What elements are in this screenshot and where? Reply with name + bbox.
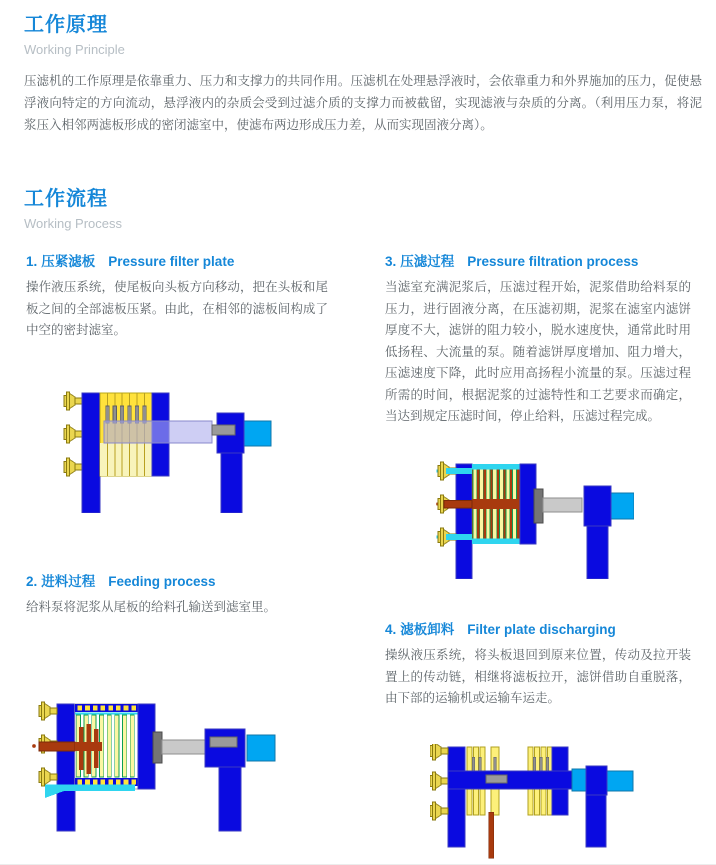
slurry-feed-pipe [39,742,75,751]
step-1-title-en: Pressure filter plate [108,254,235,269]
support-leg [221,453,242,513]
filter-plate-stack-full [472,464,520,544]
slurry-filling-chambers [75,724,102,774]
slurry-drop [32,744,36,748]
plate-shifter [486,775,507,783]
filtrate-pipe-top [446,468,472,474]
step-2-title-en: Feeding process [108,574,216,589]
piston-ram [104,421,212,443]
step-1-body: 操作液压系统，使尾板向头板方向移动，把在头板和尾板之间的全部滤板压紧。由此，在相邻的滤板间构成了中空的密封滤室。 [26,280,328,337]
hydraulic-cylinder [607,771,633,791]
step-4-heading [385,618,691,638]
feed-channel [472,499,520,509]
filtration-illustration [434,461,634,579]
working-process-title: 工作流程 [24,188,108,210]
feed-valve [430,744,448,760]
working-principle-body: 压滤机的工作原理是依靠重力、压力和支撑力的共同作用。压滤机在处理悬浮液时，会依靠重力和外界施加的压力，促使悬浮液向特定的方向流动，悬浮液内的杂质会受到过滤介质的支撑力而被截留，实现滤液与杂质的分离。（利用压力泵，将泥浆压入相邻两滤板形成的密闭滤室中，使滤布两边形成压力差，从而实现固液分离）。 [24,74,702,132]
step-2-title-zh: 进料过程 [41,574,96,589]
hydraulic-cylinder [610,493,634,519]
head-plate-column [57,704,75,831]
diagram-step1-plates-pressed [62,391,290,513]
head-plate-column [82,393,100,513]
slurry-feed-pipe [444,501,472,509]
step-3-title-en: Pressure filtration process [467,254,639,269]
step-3-heading [385,250,691,270]
working-principle-subtitle: Working Principle [24,42,125,57]
feed-valve [430,802,448,820]
feed-valve [39,768,57,786]
step-3-body: 当滤室充满泥浆后，压滤过程开始，泥浆借助给料泵的压力，进行固液分离，在压滤初期，泥浆在滤室内滤饼厚度不大，滤饼的阻力较小，脱水速度快，通常此时用低扬程、大流量的泵。随着滤饼厚度增加、阻力增大，压滤速度下降，此时应用高扬程小流量的泵。压滤过程所需的时间，根据泥浆的过滤特性和工艺要求而确定，当达到规定压滤时间，停止给料，压滤过程完成。 [385,280,691,423]
discharging-illustration [430,744,635,859]
step-4-number: 4. [385,622,397,637]
feed-valve [64,425,82,443]
working-principle-title: 工作原理 [24,14,108,36]
step-2-body: 给料泵将泥浆从尾板的给料孔输送到滤室里。 [26,600,277,614]
support-leg [587,526,608,579]
support-leg [586,795,606,847]
step-1-number: 1. [26,254,38,269]
step-3-pressure-filtration [385,250,691,428]
piston-head [212,425,235,435]
feed-valve [430,772,448,790]
feed-valve [39,702,57,720]
step-4-filter-plate-discharging [385,618,691,710]
step-1-press-filter-plate [26,250,328,342]
hydraulic-cylinder [247,735,275,761]
rod-coupling [572,769,586,791]
working-process-subtitle: Working Process [24,216,123,231]
diagram-step4-discharging [430,744,635,859]
piston-rod [543,498,582,512]
rod-flange [534,489,543,523]
filtrate-outlet-pipe [45,785,135,792]
piston-rod [162,740,207,754]
step-4-title-zh: 滤板卸料 [400,622,455,637]
head-plate-column [448,747,465,847]
step-4-body: 操纵液压系统，将头板退回到原来位置，传动及拉开装置上的传动链，相继将滤板拉开，滤饼借助自重脱落，由下部的运输机或运输车运走。 [385,648,691,705]
step-3-number: 3. [385,254,397,269]
press-closed-illustration [62,391,290,513]
step-2-number: 2. [26,574,38,589]
diagram-step3-filtration [434,461,634,579]
feed-valve [64,458,82,476]
cylinder-stand [205,729,245,767]
support-leg [219,767,241,831]
diagram-step2-feeding [30,699,280,834]
cylinder-stand [584,486,611,526]
cylinder-stand [586,766,607,795]
filtrate-pipe-bottom [446,534,472,540]
step-1-title-zh: 压紧滤板 [41,254,96,269]
step-4-title-en: Filter plate discharging [467,622,616,637]
falling-filter-cake [489,812,494,858]
step-2-heading [26,570,336,590]
hydraulic-cylinder [242,421,271,446]
step-3-title-zh: 压滤过程 [400,254,455,269]
working-principle-section [24,8,702,136]
rod-flange [153,732,162,763]
working-process-section [24,182,122,231]
piston-head [210,737,237,747]
feed-valve [64,392,82,410]
tail-plate [520,464,536,544]
pulling-beam [448,771,578,789]
step-2-feeding-process [26,570,336,619]
tail-plate [138,704,155,789]
head-plate-column [456,464,472,579]
step-1-heading [26,250,328,270]
feeding-illustration [30,699,280,834]
